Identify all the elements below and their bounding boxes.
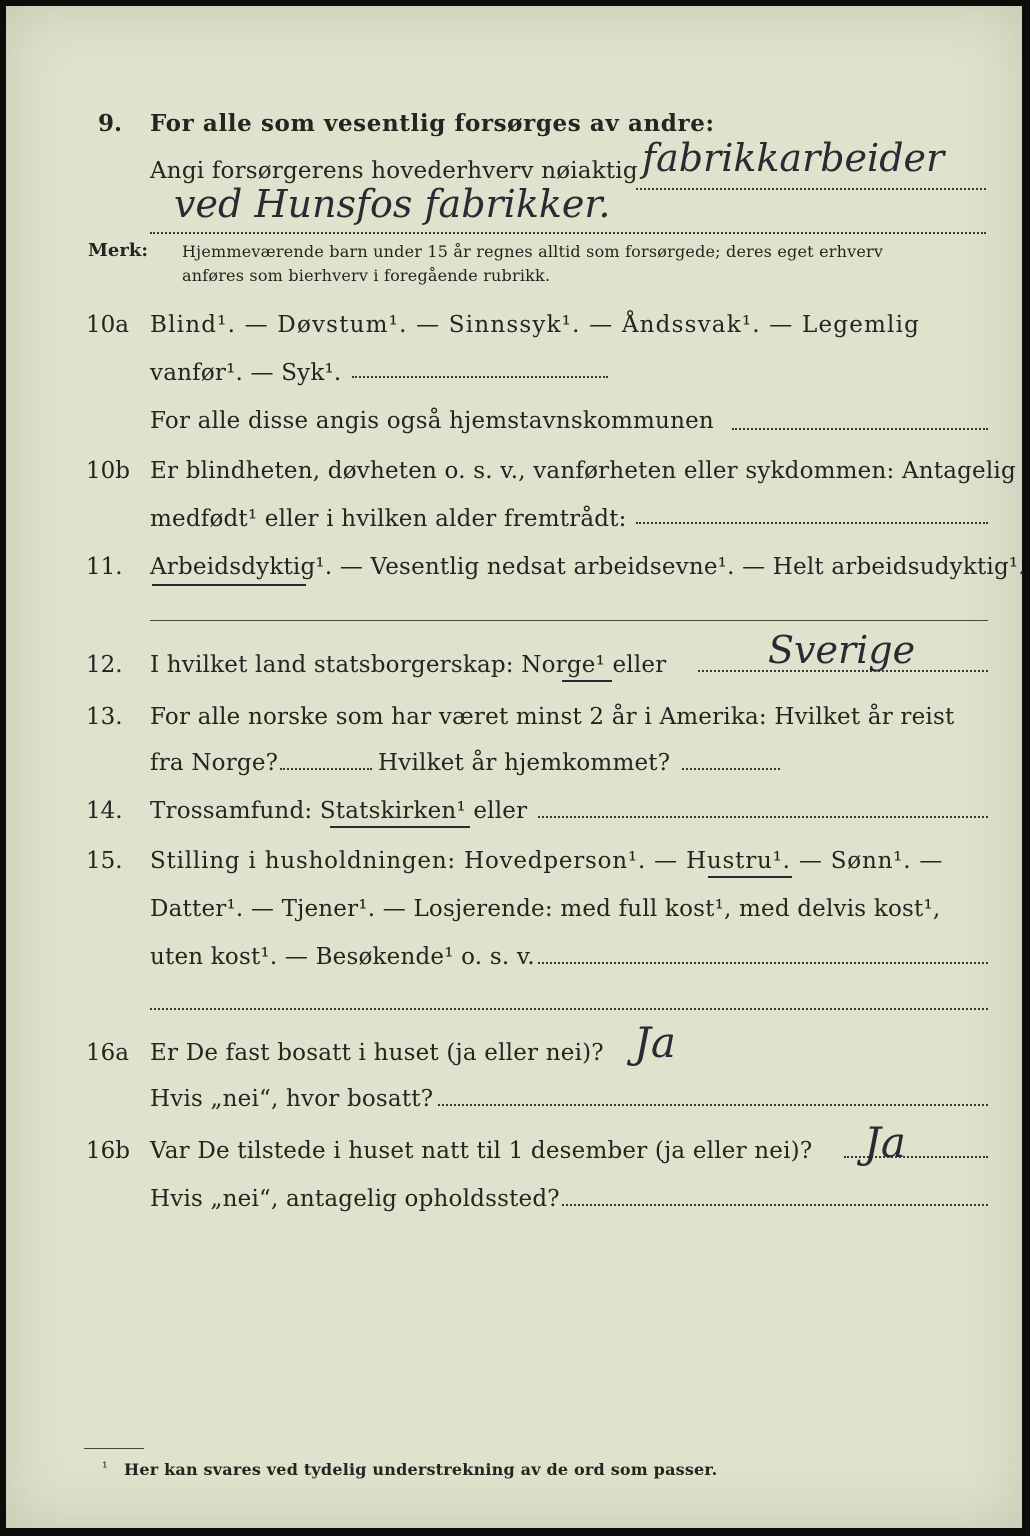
q13-line1: For alle norske som har været minst 2 år i Amerika: Hvilket år reist bbox=[150, 704, 955, 730]
q10a-municipality-dots bbox=[732, 428, 988, 430]
q11-answer-underline bbox=[152, 584, 306, 586]
q14-line1: Trossamfund: Statskirken¹ eller bbox=[150, 798, 528, 824]
q10a-line1: Blind¹. — Døvstum¹. — Sinnssyk¹. — Åndssvak¹. — Legemlig bbox=[150, 312, 921, 338]
q9-number: 9. bbox=[98, 110, 123, 137]
q13-line2a: fra Norge? bbox=[150, 750, 279, 776]
q9-answer-dots-1 bbox=[636, 188, 986, 190]
merk-line1: Hjemmeværende barn under 15 år regnes alltid som forsørgede; deres eget erhverv bbox=[182, 242, 884, 261]
q16b-number: 16b bbox=[86, 1138, 130, 1164]
q15-line3: uten kost¹. — Besøkende¹ o. s. v. bbox=[150, 944, 535, 970]
q11-line1: Arbeidsdyktig¹. — Vesentlig nedsat arbeidsevne¹. — Helt arbeidsudyktig¹. bbox=[150, 554, 1026, 580]
q16a-line2: Hvis „nei“, hvor bosatt? bbox=[150, 1086, 434, 1112]
q10a-sick-dots bbox=[352, 376, 608, 378]
q15-hustru-underline bbox=[708, 876, 792, 878]
q12-norge-underline bbox=[562, 680, 612, 682]
q16a-line1: Er De fast bosatt i huset (ja eller nei)? bbox=[150, 1040, 604, 1066]
q10b-line1: Er blindheten, døvheten o. s. v., vanførheten eller sykdommen: Antagelig bbox=[150, 458, 1016, 484]
q10b-line2: medfødt¹ eller i hvilken alder fremtrådt: bbox=[150, 506, 627, 532]
q16b-line2: Hvis „nei“, antagelig opholdssted? bbox=[150, 1186, 560, 1212]
q15-extra-dots bbox=[150, 1008, 988, 1010]
q9-handwritten-workplace: ved Hunsfos fabrikker. bbox=[174, 182, 611, 226]
q10a-line3: For alle disse angis også hjemstavnskommunen bbox=[150, 408, 714, 434]
q14-statskirken-underline bbox=[330, 826, 470, 828]
q16b-answer-dots-2 bbox=[562, 1204, 988, 1206]
q10a-line2: vanfør¹. — Syk¹. bbox=[150, 360, 342, 386]
footnote-rule bbox=[84, 1448, 144, 1449]
q16b-line1: Var De tilstede i huset natt til 1 desember (ja eller nei)? bbox=[150, 1138, 813, 1164]
q13-left-dots bbox=[280, 768, 372, 770]
census-form-page bbox=[6, 6, 1026, 1528]
q16b-handwritten-answer: Ja bbox=[864, 1118, 906, 1167]
q16a-answer-dots bbox=[438, 1104, 988, 1106]
q15-line2: Datter¹. — Tjener¹. — Losjerende: med full kost¹, med delvis kost¹, bbox=[150, 896, 941, 922]
q15-line1: Stilling i husholdningen: Hovedperson¹. — Hustru¹. — Sønn¹. — bbox=[150, 848, 944, 874]
q9-line1: For alle som vesentlig forsørges av andre: bbox=[150, 110, 715, 137]
q16a-number: 16a bbox=[86, 1040, 129, 1066]
merk-line2: anføres som bierhverv i foregående rubrikk. bbox=[182, 266, 551, 285]
q10a-number: 10a bbox=[86, 312, 129, 338]
merk-label: Merk: bbox=[88, 240, 148, 261]
q11-number: 11. bbox=[86, 554, 123, 580]
q14-answer-dots bbox=[538, 816, 988, 818]
q13-number: 13. bbox=[86, 704, 123, 730]
q9-handwritten-occupation: fabrikkarbeider bbox=[642, 136, 945, 180]
q10b-answer-dots bbox=[636, 522, 988, 524]
q13-line2b: Hvilket år hjemkommet? bbox=[378, 750, 671, 776]
q11-answer-line bbox=[150, 620, 988, 621]
footnote-text: Her kan svares ved tydelig understrekning av de ord som passer. bbox=[124, 1460, 718, 1479]
q12-line1: I hvilket land statsborgerskap: Norge¹ eller bbox=[150, 652, 667, 678]
q10b-number: 10b bbox=[86, 458, 130, 484]
q14-number: 14. bbox=[86, 798, 123, 824]
footnote-mark: ¹ bbox=[102, 1460, 108, 1476]
q9-line2: Angi forsørgerens hovederhverv nøiaktig bbox=[150, 158, 638, 184]
q16a-handwritten-answer: Ja bbox=[634, 1018, 676, 1067]
q15-number: 15. bbox=[86, 848, 123, 874]
q15-answer-dots bbox=[538, 962, 988, 964]
q13-returned-dots bbox=[682, 768, 780, 770]
q9-answer-dots-2 bbox=[150, 232, 986, 234]
q12-handwritten-country: Sverige bbox=[768, 628, 916, 672]
q12-number: 12. bbox=[86, 652, 123, 678]
